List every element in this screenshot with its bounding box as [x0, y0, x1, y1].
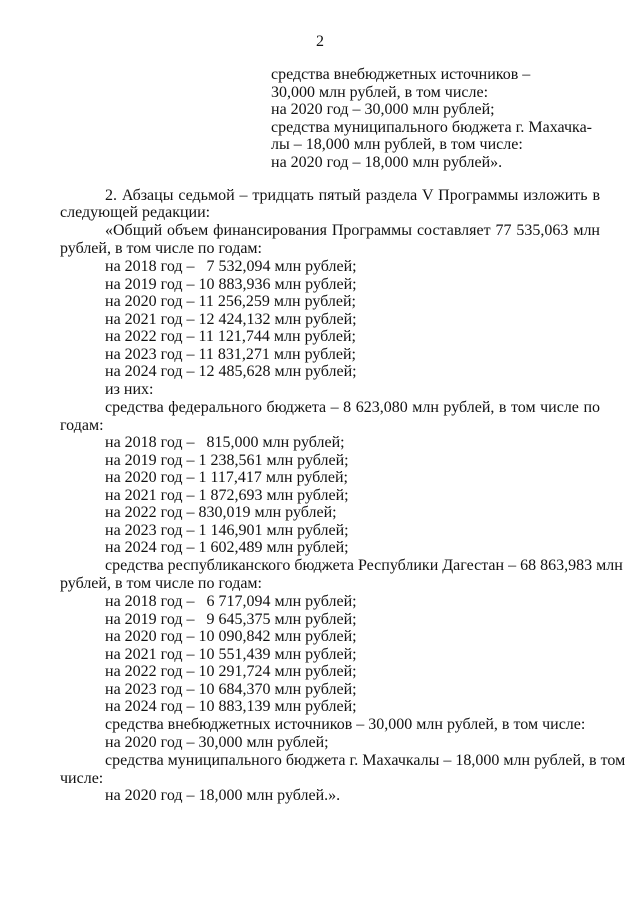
year-line: на 2018 год – 7 532,094 млн рублей; [105, 258, 357, 275]
federal-budget-line: средства федерального бюджета – 8 623,080 млн рублей, в том числе по [105, 399, 600, 416]
year-line: на 2023 год – 10 684,370 млн рублей; [105, 681, 357, 698]
year-line: на 2020 год – 18,000 млн рублей.». [105, 787, 341, 804]
year-line: на 2019 год – 1 238,561 млн рублей; [105, 452, 349, 469]
year-line: на 2021 год – 10 551,439 млн рублей; [105, 646, 357, 663]
year-line: на 2020 год – 11 256,259 млн рублей; [105, 293, 356, 310]
year-line: на 2022 год – 11 121,744 млн рублей; [105, 328, 356, 345]
year-line: на 2022 год – 830,019 млн рублей; [105, 504, 337, 521]
year-line: на 2020 год – 1 117,417 млн рублей; [105, 469, 348, 486]
year-line: на 2018 год – 6 717,094 млн рублей; [105, 593, 357, 610]
year-line: на 2020 год – 10 090,842 млн рублей; [105, 628, 357, 645]
year-line: на 2021 год – 12 424,132 млн рублей; [105, 311, 357, 328]
year-line: на 2019 год – 9 645,375 млн рублей; [105, 611, 357, 628]
paragraph-2-line: 2. Абзацы седьмой – тридцать пятый раздела V Программы изложить в [105, 187, 600, 204]
municipal-budget-line: средства муниципального бюджета г. Махачкалы – 18,000 млн рублей, в том [105, 752, 626, 769]
year-line: на 2024 год – 1 602,489 млн рублей; [105, 539, 349, 556]
year-line: на 2020 год – 30,000 млн рублей; [105, 734, 329, 751]
page-number: 2 [316, 33, 324, 50]
year-line: на 2022 год – 10 291,724 млн рублей; [105, 663, 357, 680]
year-line: на 2023 год – 11 831,271 млн рублей; [105, 346, 356, 363]
of-them-label: из них: [105, 381, 154, 398]
year-line: на 2019 год – 10 883,936 млн рублей; [105, 276, 357, 293]
municipal-budget-line: числе: [60, 770, 104, 787]
text-line: 30,000 млн рублей, в том числе: [271, 84, 489, 101]
text-line: лы – 18,000 млн рублей, в том числе: [271, 136, 523, 153]
total-financing-line: «Общий объем финансирования Программы составляет 77 535,063 млн [105, 222, 600, 239]
year-line: на 2023 год – 1 146,901 млн рублей; [105, 522, 349, 539]
year-line: на 2024 год – 10 883,139 млн рублей; [105, 698, 357, 715]
year-line: на 2018 год – 815,000 млн рублей; [105, 434, 345, 451]
text-line: на 2020 год – 30,000 млн рублей; [271, 101, 495, 118]
republic-budget-line: рублей, в том числе по годам: [60, 575, 262, 592]
federal-budget-line: годам: [60, 417, 104, 434]
total-financing-line: рублей, в том числе по годам: [60, 240, 262, 257]
extrabudget-line: средства внебюджетных источников – 30,000 млн рублей, в том числе: [105, 716, 586, 733]
year-line: на 2021 год – 1 872,693 млн рублей; [105, 487, 349, 504]
year-line: на 2024 год – 12 485,628 млн рублей; [105, 363, 357, 380]
text-line: средства внебюджетных источников – [271, 66, 531, 83]
paragraph-2-line: следующей редакции: [60, 204, 211, 221]
text-line: средства муниципального бюджета г. Махачка- [271, 119, 592, 136]
text-line: на 2020 год – 18,000 млн рублей». [271, 154, 503, 171]
republic-budget-line: средства республиканского бюджета Республики Дагестан – 68 863,983 млн [105, 557, 623, 574]
